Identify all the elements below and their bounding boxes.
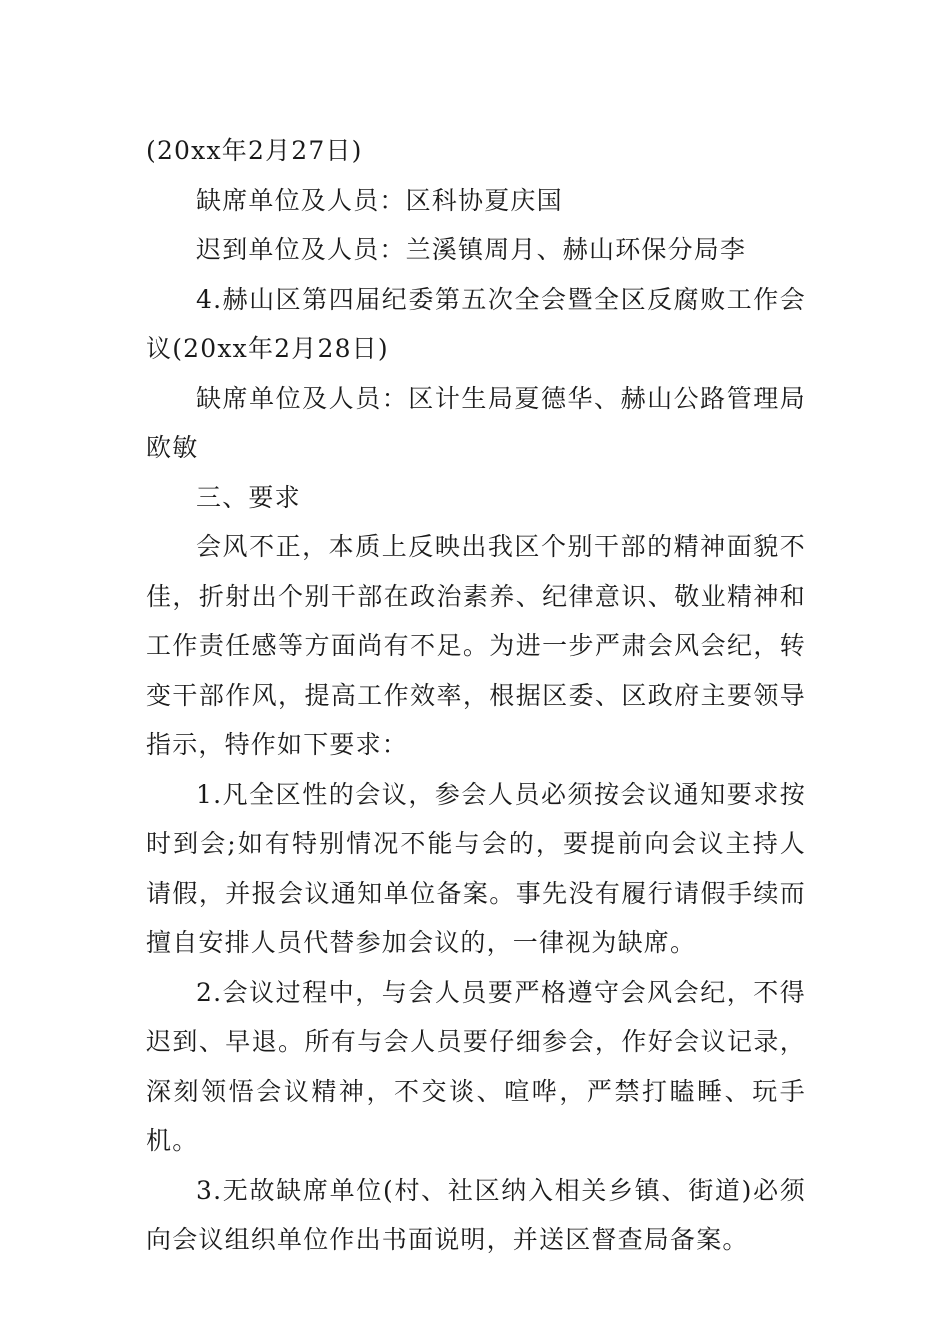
section-heading-requirements: 三、要求	[196, 482, 301, 512]
requirements-intro-paragraph: 会风不正，本质上反映出我区个别干部的精神面貌不佳，折射出个别干部在政治素养、纪律意识、敬业精神和工作责任感等方面尚有不足。为进一步严肃会风会纪，转变干部作风，提高工作效率，根据区委、区政府主要领导指示，特作如下要求：	[146, 532, 806, 759]
requirement-item-1: 1.凡全区性的会议，参会人员必须按会议通知要求按时到会;如有特别情况不能与会的，要提前向会议主持人请假，并报会议通知单位备案。事先没有履行请假手续而擅自安排人员代替参加会议的，一律视为缺席。	[146, 779, 806, 957]
requirement-item-3: 3.无故缺席单位(村、社区纳入相关乡镇、街道)必须向会议组织单位作出书面说明，并送区督查局备案。	[146, 1175, 806, 1254]
meeting-item-4-paragraph: 4.赫山区第四届纪委第五次全会暨全区反腐败工作会议(20xx年2月28日)	[146, 284, 806, 363]
absent-units-paragraph-2: 缺席单位及人员：区计生局夏德华、赫山公路管理局欧敏	[146, 383, 806, 462]
requirement-item-2: 2.会议过程中，与会人员要严格遵守会风会纪，不得迟到、早退。所有与会人员要仔细参会，作好会议记录，深刻领悟会议精神，不交谈、喧哗，严禁打瞌睡、玩手机。	[146, 977, 806, 1155]
absent-units-paragraph: 缺席单位及人员：区科协夏庆国	[196, 185, 563, 215]
document-body	[146, 126, 806, 1265]
late-units-paragraph: 迟到单位及人员：兰溪镇周月、赫山环保分局李	[196, 235, 747, 264]
date-line-paragraph: (20xx年2月27日)	[146, 136, 363, 165]
